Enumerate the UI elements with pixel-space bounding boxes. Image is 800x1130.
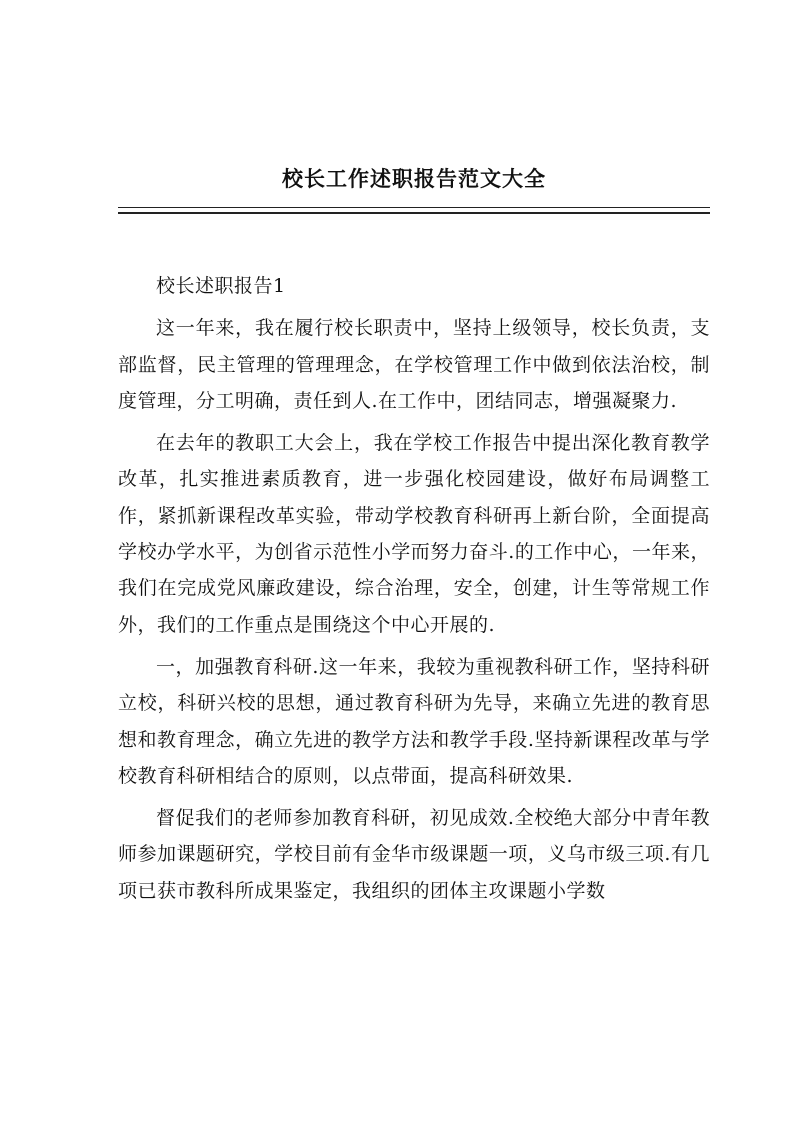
- section-heading: 校长述职报告1: [156, 275, 286, 297]
- paragraph: 在去年的教职工大会上，我在学校工作报告中提出深化教育教学改革，扎实推进素质教育，进一步强化校园建设，做好布局调整工作，紧抓新课程改革实验，带动学校教育科研再上新台阶，全面提高学校办学水平，为创省示范性小学而努力奋斗.的工作中心，一年来，我们在完成党风廉政建设，综合治理，安全，创建，计生等常规工作外，我们的工作重点是围绕这个中心开展的.: [118, 432, 710, 636]
- document-title: 校长工作述职报告范文大全: [282, 166, 546, 191]
- divider-line-thick: [118, 212, 710, 214]
- paragraph: 督促我们的老师参加教育科研，初见成效.全校绝大部分中青年教师参加课题研究，学校目前有金华市级课题一项，义乌市级三项.有几项已获市教科所成果鉴定，我组织的团体主攻课题小学数: [118, 807, 710, 902]
- paragraph: 这一年来，我在履行校长职责中，坚持上级领导，校长负责，支部监督，民主管理的管理理念，在学校管理工作中做到依法治校，制度管理，分工明确，责任到人.在工作中，团结同志，增强凝聚力.: [118, 317, 710, 412]
- document-body: [118, 268, 710, 909]
- divider-line-thin: [118, 207, 710, 208]
- title-divider: [118, 207, 710, 214]
- paragraph: 一，加强教育科研.这一年来，我较为重视教科研工作，坚持科研立校，科研兴校的思想，通过教育科研为先导，来确立先进的教育思想和教育理念，确立先进的教学方法和教学手段.坚持新课程改革与学校教育科研相结合的原则，以点带面，提高科研效果.: [118, 655, 710, 787]
